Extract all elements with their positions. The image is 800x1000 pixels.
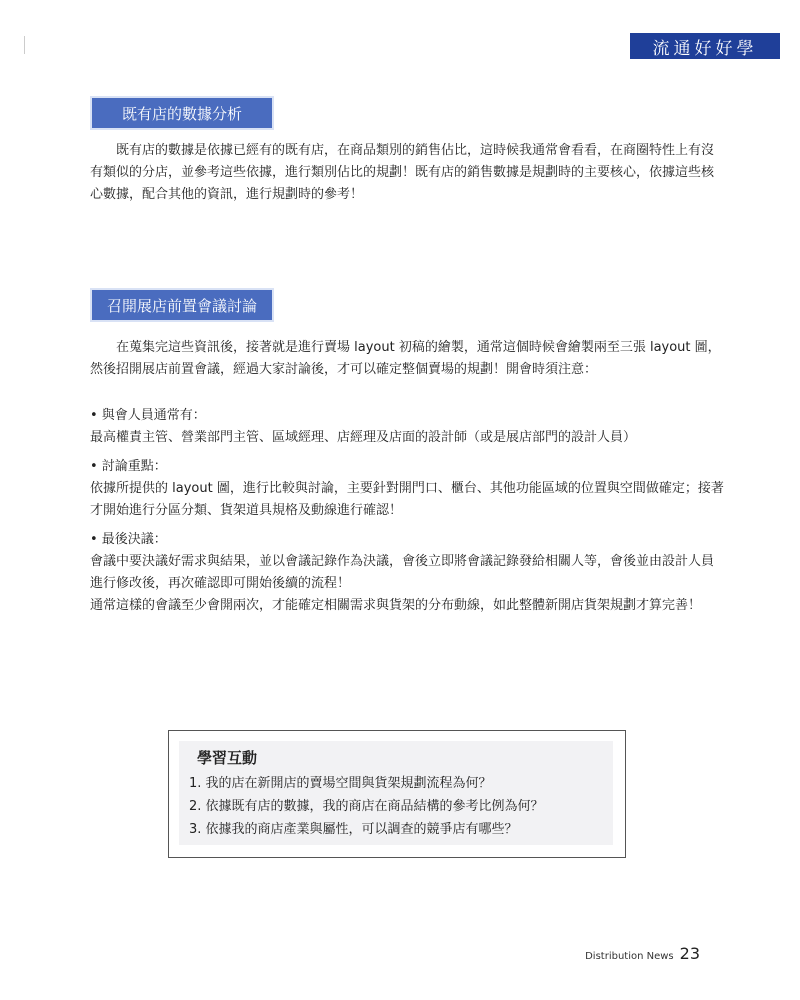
question-item: 1. 我的店在新開店的賣場空間與貨架規劃流程為何？ (189, 776, 492, 791)
bullet-text-discussion: 依據所提供的 layout 圖，進行比較與討論，主要針對開門口、櫃台、其他功能區域的位置與空間做確定；接著才開始進行分區分類、貨架道具規格及動線進行確認！ (90, 481, 724, 518)
section-heading-meeting: 召開展店前置會議討論 (92, 290, 272, 320)
section-intro-meeting: 在蒐集完這些資訊後，接著就是進行賣場 layout 初稿的繪製，通常這個時候會繪製兩至三張 layout 圖，然後招開展店前置會議，經過大家討論後，才可以確定整個賣場的規劃！開會時須注意： (90, 340, 721, 377)
question-item: 2. 依據既有店的數據，我的商店在商品結構的參考比例為何？ (189, 799, 544, 814)
learning-interaction-title: 學習互動 (197, 749, 258, 767)
bullet-title-discussion: • 討論重點： (90, 459, 167, 474)
section-heading-existing-store: 既有店的數據分析 (92, 98, 272, 128)
learning-interaction-box (168, 730, 626, 858)
question-item: 3. 依據我的商店產業與屬性，可以調查的競爭店有哪些？ (189, 822, 518, 837)
page-edge-line (24, 36, 25, 54)
bullet-title-decision: • 最後決議： (90, 532, 167, 547)
page-number: 23 (679, 944, 700, 963)
section-body-existing-store: 既有店的數據是依據已經有的既有店，在商品類別的銷售佔比，這時候我通常會看看，在商圈特性上有沒有類似的分店，並參考這些依據，進行類別佔比的規劃！既有店的銷售數據是規劃時的主要核心，依據這些核心數據，配合其他的資訊，進行規劃時的參考！ (90, 143, 715, 202)
page-footer (585, 944, 700, 963)
bullet-text-attendees: 最高權責主管、營業部門主管、區域經理、店經理及店面的設計師（或是展店部門的設計人員） (90, 430, 637, 445)
question-list (189, 772, 603, 841)
footer-brand: Distribution News (585, 951, 674, 962)
closing-paragraph: 通常這樣的會議至少會開兩次，才能確定相關需求與貨架的分布動線，如此整體新開店貨架規劃才算完善！ (90, 598, 702, 613)
bullet-text-decision: 會議中要決議好需求與結果，並以會議記錄作為決議，會後立即將會議記錄發給相關人等，會後並由設計人員進行修改後，再次確認即可開始後續的流程！ (90, 554, 715, 591)
learning-interaction-panel (179, 741, 613, 845)
column-tag: 流通好好學 (630, 33, 780, 59)
bullet-title-attendees: • 與會人員通常有： (90, 408, 206, 423)
